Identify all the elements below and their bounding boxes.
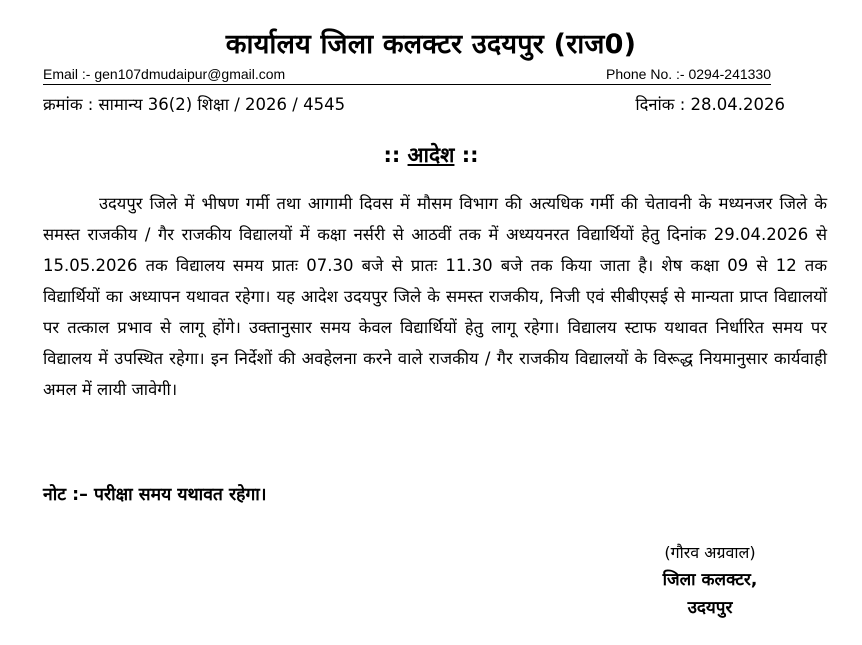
- contact-row: [43, 66, 771, 85]
- signatory-designation: जिला कलक्टर,: [662, 570, 758, 590]
- order-heading: [0, 141, 862, 169]
- office-title: कार्यालय जिला कलक्टर उदयपुर (राज0): [225, 29, 637, 60]
- heading-word: आदेश: [407, 143, 455, 167]
- order-date: दिनांक : 28.04.2026: [635, 95, 785, 114]
- heading-suffix: ::: [461, 143, 479, 167]
- reference-number: क्रमांक : सामान्य 36(2) शिक्षा / 2026 / 4545: [43, 95, 346, 114]
- signatory-name: (गौरव अग्रवाल): [664, 543, 756, 562]
- email-text: Email :- gen107dmudaipur@gmail.com: [43, 66, 286, 82]
- order-body-paragraph: उदयपुर जिले में भीषण गर्मी तथा आगामी दिवस में मौसम विभाग की अत्यधिक गर्मी की चेतावनी के मध्यनजर जिले के समस्त राजकीय / गैर राजकीय विद्यालयों में कक्षा नर्सरी से आठवीं तक में अध्ययनरत विद्यार्थियों हेतु दिनांक 29.04.2026 से 15.05.2026 तक विद्यालय समय प्रातः 07.30 बजे से प्रातः 11.30 बजे तक किया जाता है। शेष कक्षा 09 से 12 तक विद्यार्थियों का अध्यापन यथावत रहेगा। यह आदेश उदयपुर जिले के समस्त राजकीय, निजी एवं सीबीएसई से मान्यता प्राप्त विद्यालयों पर तत्काल प्रभाव से लागू होंगे। उक्तानुसार समय केवल विद्यार्थियों हेतु लागू रहेगा। विद्यालय स्टाफ यथावत निर्धारित समय पर विद्यालय में उपस्थित रहेगा। इन निर्देशों की अवहेलना करने वाले राजकीय / गैर राजकीय विद्यालयों के विरूद्ध नियमानुसार कार्यवाही अमल में लायी जावेगी।: [43, 194, 828, 399]
- reference-row: [43, 92, 785, 114]
- phone-text: Phone No. :- 0294-241330: [605, 66, 771, 82]
- signatory-place: उदयपुर: [687, 598, 733, 618]
- order-note: नोट :– परीक्षा समय यथावत रहेगा।: [43, 485, 267, 505]
- heading-prefix: ::: [383, 143, 401, 167]
- signature-block: [620, 540, 800, 622]
